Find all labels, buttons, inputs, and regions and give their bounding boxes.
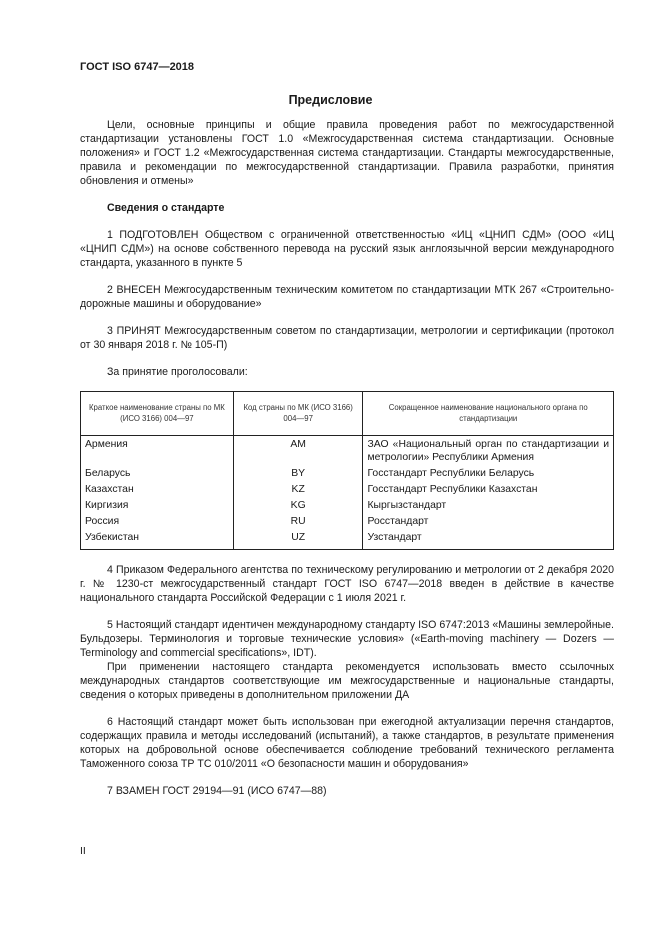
organ-cell: Госстандарт Республики Беларусь (363, 466, 614, 482)
item-2-paragraph: 2 ВНЕСЕН Межгосударственным техническим комитетом по стандартизации МТК 267 «Строительно-дорожные машины и оборудование» (80, 284, 614, 310)
header-organ: Сокращенное наименование национального органа по стандартизации (363, 392, 614, 436)
item-4-paragraph: 4 Приказом Федерального агентства по техническому регулированию и метрологии от 2 декабря 2020 г. № 1230-ст межгосударственный стандарт ГОСТ ISO 6747—2018 введен в действие в качестве национального стандарта Российской Федерации с 1 июля 2021 г. (80, 564, 614, 604)
item-6-paragraph: 6 Настоящий стандарт может быть использован при ежегодной актуализации перечня стандартов, содержащих правила и методы исследований (испытаний), а также стандартов, в результате применения которых на добровольной основе обеспечивается соблюдение требований технического регламента Таможенного союза ТР ТС 010/2011 «О безопасности машин и оборудования» (80, 716, 614, 770)
voted-paragraph: За принятие проголосовали: (107, 366, 248, 378)
item-1-paragraph: 1 ПОДГОТОВЛЕН Обществом с ограниченной ответственностью «ИЦ «ЦНИП СДМ» (ООО «ИЦ «ЦНИП СДМ») на основе собственного перевода на русский язык англоязычной версии международного стандарта, указанного в пункте 5 (80, 229, 614, 269)
page-number: II (80, 845, 86, 857)
table-row (81, 436, 614, 467)
code-cell: KG (233, 498, 363, 514)
organ-cell: ЗАО «Национальный орган по стандартизации и метрологии» Республики Армения (363, 436, 614, 467)
country-cell: Узбекистан (81, 530, 234, 550)
country-cell: Россия (81, 514, 234, 530)
page-title: Предисловие (288, 93, 373, 107)
table-row (81, 498, 614, 514)
code-cell: AM (233, 436, 363, 467)
main-content (80, 118, 614, 798)
item-5-note-paragraph: При применении настоящего стандарта рекомендуется использовать вместо ссылочных международных стандартов соответствующие им межгосударственные и национальные стандарты, сведения о которых приведены в дополнительном приложении ДА (80, 661, 614, 701)
organ-cell: Узстандарт (363, 530, 614, 550)
document-header: ГОСТ ISO 6747—2018 (80, 61, 195, 73)
country-cell: Казахстан (81, 482, 234, 498)
code-cell: RU (233, 514, 363, 530)
header-code: Код страны по МК (ИСО 3166) 004—97 (233, 392, 363, 436)
country-cell: Армения (81, 436, 234, 467)
code-cell: BY (233, 466, 363, 482)
code-cell: KZ (233, 482, 363, 498)
header-country: Краткое наименование страны по МК (ИСО 3166) 004—97 (81, 392, 234, 436)
table-row (81, 482, 614, 498)
table-row (81, 466, 614, 482)
section-subtitle: Сведения о стандарте (107, 202, 225, 214)
table-header-row (81, 392, 614, 436)
country-cell: Киргизия (81, 498, 234, 514)
table-row (81, 514, 614, 530)
item-7-paragraph: 7 ВЗАМЕН ГОСТ 29194—91 (ИСО 6747—88) (107, 785, 327, 797)
organ-cell: Росстандарт (363, 514, 614, 530)
country-cell: Беларусь (81, 466, 234, 482)
intro-paragraph: Цели, основные принципы и общие правила проведения работ по межгосударственной стандартизации установлены ГОСТ 1.0 «Межгосударственная система стандартизации. Основные положения» и ГОСТ 1.2 «Межгосударственная система стандартизации. Стандарты межгосударственные, правила и рекомендации по межгосударственной стандартизации. Правила разработки, принятия обновления и отмены» (80, 119, 614, 187)
code-cell: UZ (233, 530, 363, 550)
organ-cell: Кыргызстандарт (363, 498, 614, 514)
organ-cell: Госстандарт Республики Казахстан (363, 482, 614, 498)
item-5-paragraph: 5 Настоящий стандарт идентичен международному стандарту ISO 6747:2013 «Машины землеройные. Бульдозеры. Терминология и торговые технические условия» («Earth-moving machinery — Dozers — Terminology and commercial specifications», IDT). (80, 619, 614, 659)
table-row (81, 530, 614, 550)
voting-table (80, 391, 614, 550)
item-3-paragraph: 3 ПРИНЯТ Межгосударственным советом по стандартизации, метрологии и сертификации (протокол от 30 января 2018 г. № 105-П) (80, 325, 614, 351)
